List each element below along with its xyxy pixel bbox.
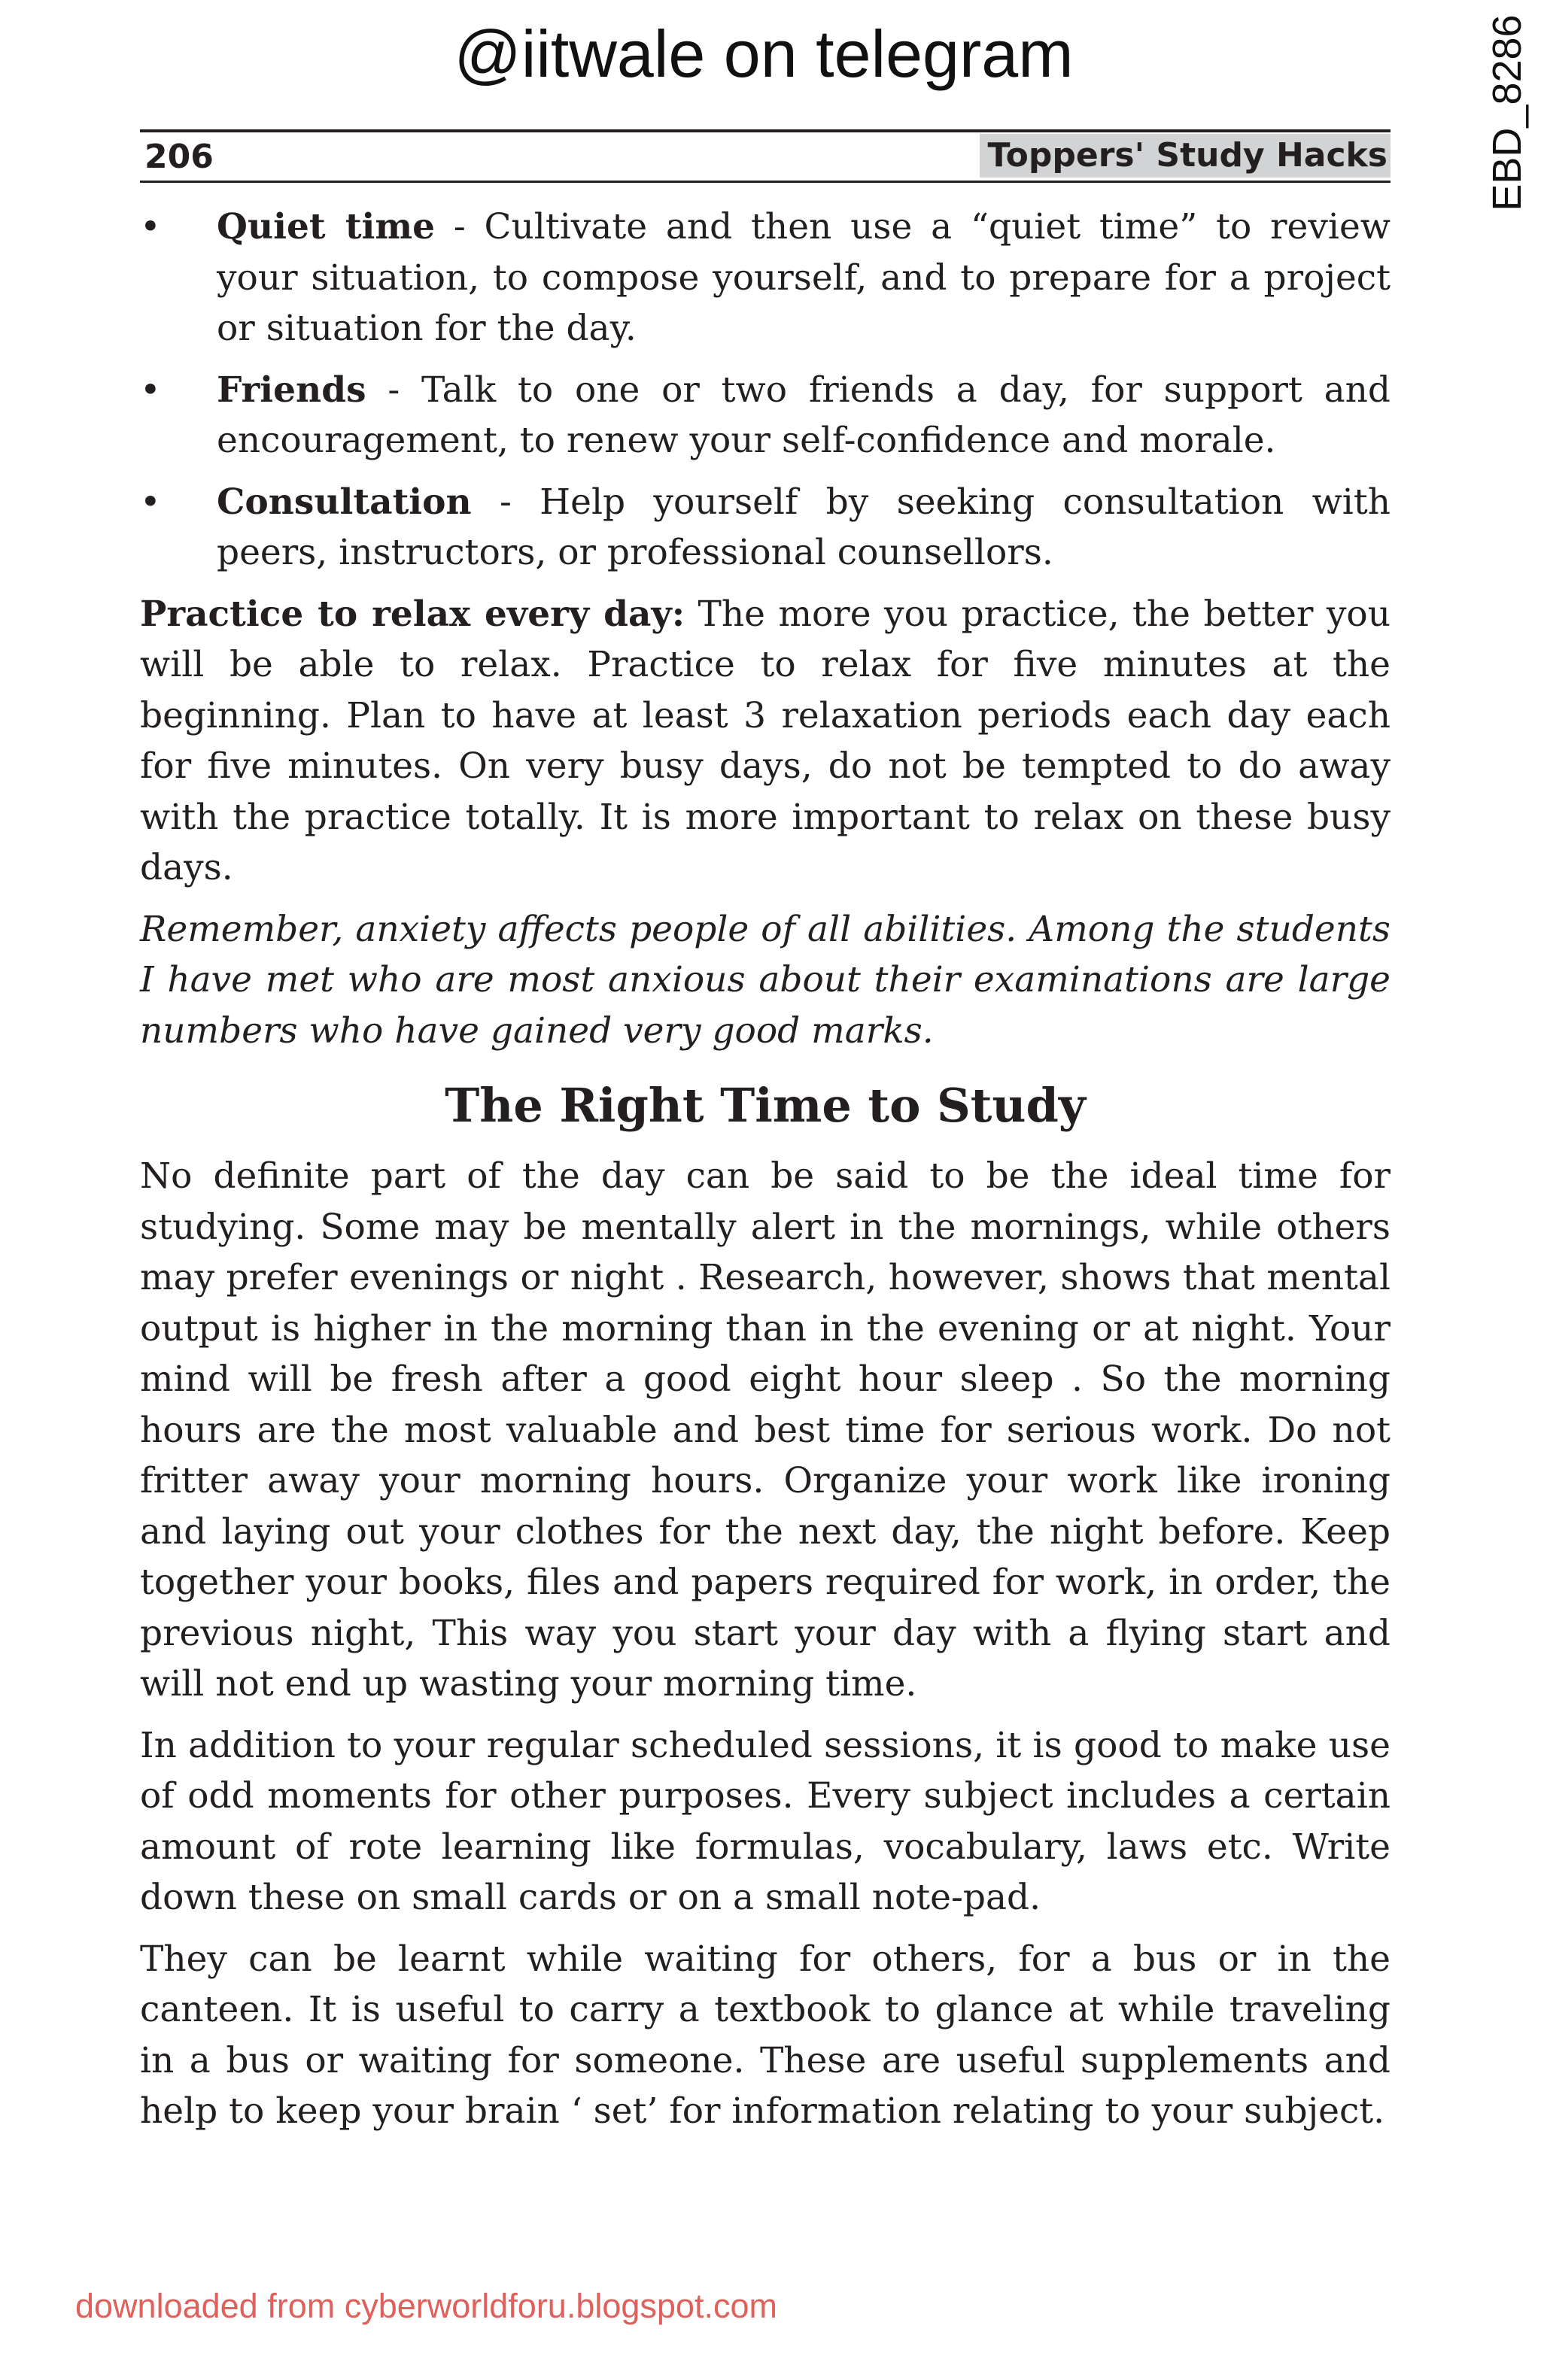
telegram-watermark: @iitwale on telegram xyxy=(454,17,1074,91)
bullet-text: - Talk to one or two friends a day, for support and encouragement, to renew your self-confidence and morale. xyxy=(217,369,1391,461)
bullet-term: Friends xyxy=(217,369,366,411)
bullet-text: - Help yourself by seeking consultation with peers, instructors, or professional counsellors. xyxy=(217,481,1391,573)
section-paragraph-1: No definite part of the day can be said to be the ideal time for studying. Some may be mentally alert in the mornings, while others may prefer evenings or night . Research, however, shows that mental output is higher in the morning than in the evening or at night. Your mind will be fresh after a good eight hour sleep . So the morning hours are the most valuable and best time for serious work. Do not fritter away your morning hours. Organize your work like ironing and laying out your clothes for the next day, the night before. Keep together your books, files and papers required for work, in order, the previous night, This way you start your day with a flying start and will not end up wasting your morning time. xyxy=(140,1155,1391,1705)
practice-paragraph xyxy=(140,589,1391,894)
section-paragraph-2: In addition to your regular scheduled sessions, it is good to make use of odd moments for other purposes. Every subject includes a certain amount of rote learning like formulas, vocabulary, laws etc. Write down these on small cards or on a small note-pad. xyxy=(140,1724,1391,1918)
bullet-term: Consultation xyxy=(217,481,472,523)
bullet-text: - Cultivate and then use a “quiet time” to review your situation, to compose yourself, and to prepare for a project or situation for the day. xyxy=(217,206,1391,349)
section-heading: The Right Time to Study xyxy=(445,1078,1086,1133)
side-code-text: EBD_8286 xyxy=(1485,14,1530,211)
running-header xyxy=(140,129,1391,183)
anxiety-note: Remember, anxiety affects people of all abilities. Among the students I have met who are most anxious about their examinations are large numbers who have gained very good marks. xyxy=(140,908,1391,1052)
book-title: Toppers' Study Hacks xyxy=(980,134,1391,178)
bullet-item-quiet-time xyxy=(140,202,1391,354)
bullet-term: Quiet time xyxy=(217,206,436,247)
bullet-item-friends xyxy=(140,365,1391,466)
section-paragraph-3: They can be learnt while waiting for others, for a bus or in the canteen. It is useful to carry a textbook to glance at while traveling in a bus or waiting for someone. These are useful supplements and help to keep your brain ‘ set’ for information relating to your subject. xyxy=(140,1938,1391,2132)
practice-lead: Practice to relax every day: xyxy=(140,593,685,635)
bullet-dot-icon: • xyxy=(140,369,161,411)
page-number: 206 xyxy=(144,138,214,176)
bullet-dot-icon: • xyxy=(140,481,161,523)
bullet-dot-icon: • xyxy=(140,206,161,247)
bullet-item-consultation xyxy=(140,477,1391,578)
side-code-label xyxy=(1473,8,1541,218)
bullet-list xyxy=(140,202,1391,578)
page-content xyxy=(140,202,1391,2148)
download-watermark: downloaded from cyberworldforu.blogspot.com xyxy=(75,2287,777,2325)
practice-text: The more you practice, the better you will be able to relax. Practice to relax for five minutes at the beginning. Plan to have at least 3 relaxation periods each day each for five minutes. On very busy days, do not be tempted to do away with the practice totally. It is more important to relax on these busy days. xyxy=(140,593,1391,888)
